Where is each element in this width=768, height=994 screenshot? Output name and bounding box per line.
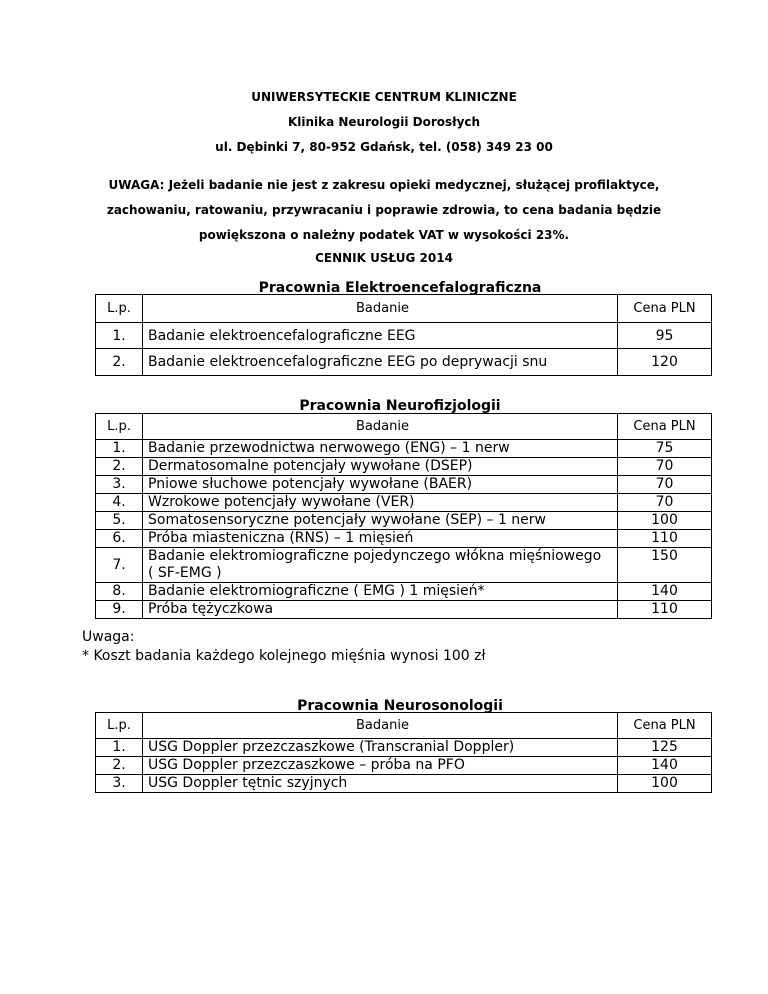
row-name: Dermatosomalne potencjały wywołane (DSEP) — [143, 458, 618, 476]
row-name: Badanie elektromiograficzne ( EMG ) 1 mięsień* — [143, 583, 618, 601]
eeg-header-row — [96, 295, 712, 323]
table-row — [96, 775, 712, 793]
row-price: 110 — [618, 601, 712, 619]
row-name: Badanie elektroencefalograficzne EEG — [143, 323, 618, 349]
eeg-table — [95, 294, 712, 376]
row-lp: 3. — [96, 775, 143, 793]
neuro-table — [95, 413, 712, 619]
row-price: 140 — [618, 757, 712, 775]
table-row — [96, 323, 712, 349]
row-price: 75 — [618, 440, 712, 458]
table-row — [96, 458, 712, 476]
row-lp: 5. — [96, 512, 143, 530]
row-name: Somatosensoryczne potencjały wywołane (SEP) – 1 nerw — [143, 512, 618, 530]
table-row — [96, 601, 712, 619]
row-name: USG Doppler tętnic szyjnych — [143, 775, 618, 793]
row-name: Wzrokowe potencjały wywołane (VER) — [143, 494, 618, 512]
vat-warning-line-3: powiększona o należny podatek VAT w wysokości 23%. — [198, 228, 570, 242]
row-price: 150 — [618, 548, 712, 583]
row-name-line-2: ( SF-EMG ) — [148, 565, 222, 581]
hospital-name: UNIWERSYTECKIE CENTRUM KLINICZNE — [251, 90, 517, 104]
row-price: 95 — [618, 323, 712, 349]
neuro-section-title: Pracownia Neurofizjologii — [299, 398, 501, 414]
row-lp: 7. — [96, 548, 143, 583]
col-cena-header: Cena PLN — [618, 414, 712, 440]
table-row — [96, 494, 712, 512]
sono-table — [95, 712, 712, 793]
row-name — [143, 548, 618, 583]
col-badanie-header: Badanie — [143, 414, 618, 440]
row-lp: 8. — [96, 583, 143, 601]
eeg-section-title: Pracownia Elektroencefalograficzna — [258, 280, 542, 296]
row-name: USG Doppler przezczaszkowe – próba na PFO — [143, 757, 618, 775]
row-price: 125 — [618, 739, 712, 757]
row-name: Badanie elektroencefalograficzne EEG po deprywacji snu — [143, 349, 618, 376]
row-price: 70 — [618, 494, 712, 512]
clinic-name: Klinika Neurologii Dorosłych — [287, 115, 481, 129]
row-price: 100 — [618, 512, 712, 530]
sono-header-row — [96, 713, 712, 739]
row-lp: 3. — [96, 476, 143, 494]
row-name: Próba miasteniczna (RNS) – 1 mięsień — [143, 530, 618, 548]
table-row — [96, 349, 712, 376]
row-name: USG Doppler przezczaszkowe (Transcranial Doppler) — [143, 739, 618, 757]
clinic-address: ul. Dębinki 7, 80-952 Gdańsk, tel. (058) 349 23 00 — [215, 140, 553, 154]
row-lp: 1. — [96, 440, 143, 458]
row-lp: 9. — [96, 601, 143, 619]
row-lp: 2. — [96, 349, 143, 376]
table-row — [96, 512, 712, 530]
row-name: Pniowe słuchowe potencjały wywołane (BAER) — [143, 476, 618, 494]
row-price: 110 — [618, 530, 712, 548]
row-price: 70 — [618, 458, 712, 476]
row-name-line-1: Badanie elektromiograficzne pojedynczego włókna mięśniowego — [148, 548, 602, 564]
row-name: Próba tężyczkowa — [143, 601, 618, 619]
table-row — [96, 757, 712, 775]
row-name: Badanie przewodnictwa nerwowego (ENG) – 1 nerw — [143, 440, 618, 458]
note-text: * Koszt badania każdego kolejnego mięśnia wynosi 100 zł — [82, 648, 486, 664]
row-lp: 2. — [96, 757, 143, 775]
row-lp: 6. — [96, 530, 143, 548]
pricelist-title: CENNIK USŁUG 2014 — [315, 251, 453, 265]
row-lp: 1. — [96, 323, 143, 349]
table-row — [96, 548, 712, 583]
col-cena-header: Cena PLN — [618, 295, 712, 323]
col-cena-header: Cena PLN — [618, 713, 712, 739]
table-row — [96, 476, 712, 494]
sono-section-title: Pracownia Neurosonologii — [297, 698, 503, 714]
table-row — [96, 739, 712, 757]
row-price: 140 — [618, 583, 712, 601]
row-lp: 1. — [96, 739, 143, 757]
row-price: 120 — [618, 349, 712, 376]
table-row — [96, 583, 712, 601]
table-row — [96, 440, 712, 458]
row-lp: 2. — [96, 458, 143, 476]
note-title: Uwaga: — [82, 629, 135, 645]
row-price: 100 — [618, 775, 712, 793]
row-price: 70 — [618, 476, 712, 494]
col-badanie-header: Badanie — [143, 295, 618, 323]
col-lp-header: L.p. — [96, 295, 143, 323]
neuro-header-row — [96, 414, 712, 440]
row-lp: 4. — [96, 494, 143, 512]
col-lp-header: L.p. — [96, 713, 143, 739]
vat-warning-line-1: UWAGA: Jeżeli badanie nie jest z zakresu opieki medycznej, służącej profilaktyce, — [108, 178, 660, 192]
vat-warning-line-2: zachowaniu, ratowaniu, przywracaniu i poprawie zdrowia, to cena badania będzie — [106, 203, 662, 217]
table-row — [96, 530, 712, 548]
col-badanie-header: Badanie — [143, 713, 618, 739]
col-lp-header: L.p. — [96, 414, 143, 440]
